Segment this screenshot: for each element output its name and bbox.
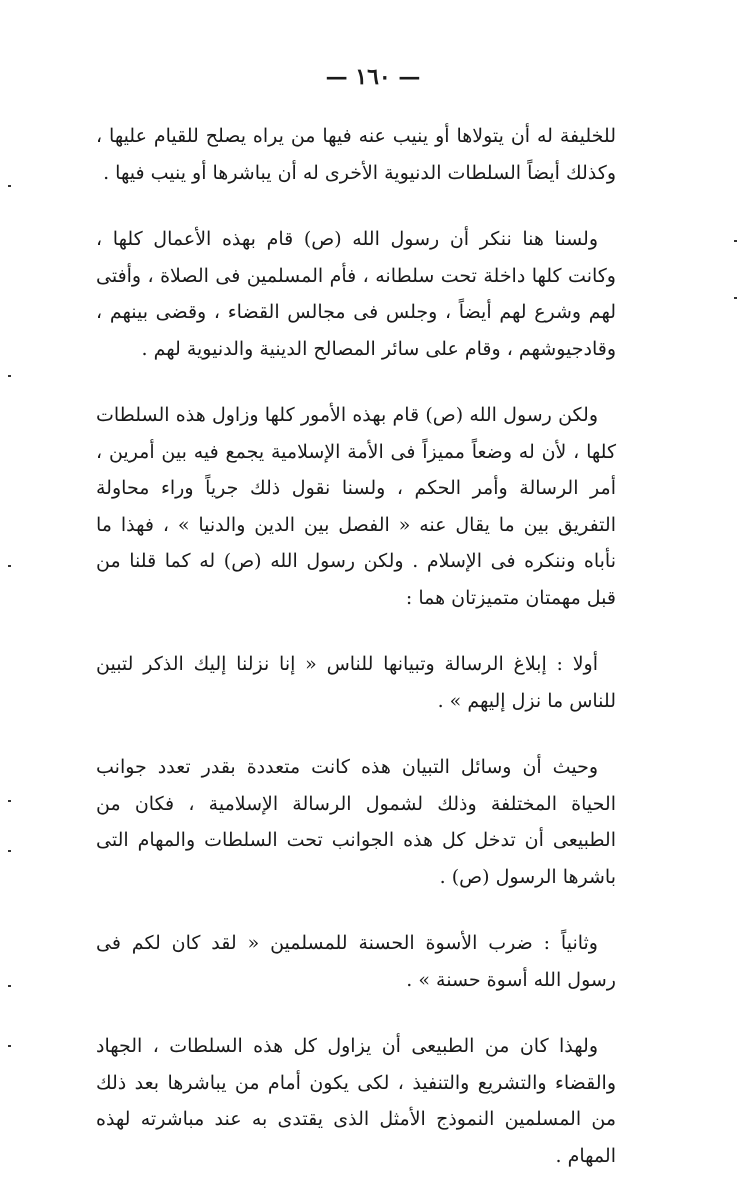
paragraph-6: وثانياً : ضرب الأسوة الحسنة للمسلمين « لقد كان لكم فى رسول الله أسوة حسنة » . [96,932,616,991]
paragraph-1: للخليفة له أن يتولاها أو ينيب عنه فيها من يراه يصلح للقيام عليها ، وكذلك أيضاً السلطات الدنيوية الأخرى له أن يباشرها أو ينيب فيها . [96,125,616,184]
margin-mark [8,185,11,187]
page-number: — ١٦٠ — [325,64,421,90]
margin-mark [734,297,737,299]
paragraph-5: وحيث أن وسائل التبيان هذه كانت متعددة بقدر تعدد جوانب الحياة المختلفة وذلك لشمول الرسالة الإسلامية ، فكان من الطبيعى أن تدخل كل هذه الجوانب تحت السلطات والمهام التى باشرها الرسول (ص) . [96,756,616,888]
paragraph-2: ولسنا هنا ننكر أن رسول الله (ص) قام بهذه الأعمال كلها ، وكانت كلها داخلة تحت سلطانه ، فأم المسلمين فى الصلاة ، وأفتى لهم وشرع لهم أيضاً ، وجلس فى مجالس القضاء ، وقضى بينهم ، وقادجيوشهم ، وقام على سائر المصالح الدينية والدنيوية لهم . [96,228,616,360]
margin-mark [8,850,11,852]
margin-mark [734,240,737,242]
body-text [96,118,616,1204]
margin-mark [8,375,11,377]
margin-mark [8,985,11,987]
paragraph-4: أولا : إبلاغ الرسالة وتبيانها للناس « إنا نزلنا إليك الذكر لتبين للناس ما نزل إليهم » . [96,653,616,712]
margin-mark [8,565,11,567]
margin-mark [8,1045,11,1047]
paragraph-3: ولكن رسول الله (ص) قام بهذه الأمور كلها وزاول هذه السلطات كلها ، لأن له وضعاً مميزاً فى الأمة الإسلامية يجمع فيه بين أمرين ، أمر الرسالة وأمر الحكم ، ولسنا نقول ذلك جرياً وراء محاولة التفريق بين ما يقال عنه « الفصل بين الدين والدنيا » ، فهذا ما نأباه وننكره فى الإسلام . ولكن رسول الله (ص) له كما قلنا من قبل مهمتان متميزتان هما : [96,404,616,609]
paragraph-7: ولهذا كان من الطبيعى أن يزاول كل هذه السلطات ، الجهاد والقضاء والتشريع والتنفيذ ، لكى يكون أمام من يباشرها بعد ذلك من المسلمين النموذج الأمثل الذى يقتدى به عند مباشرته لهذه المهام . [96,1035,616,1167]
margin-mark [8,800,11,802]
